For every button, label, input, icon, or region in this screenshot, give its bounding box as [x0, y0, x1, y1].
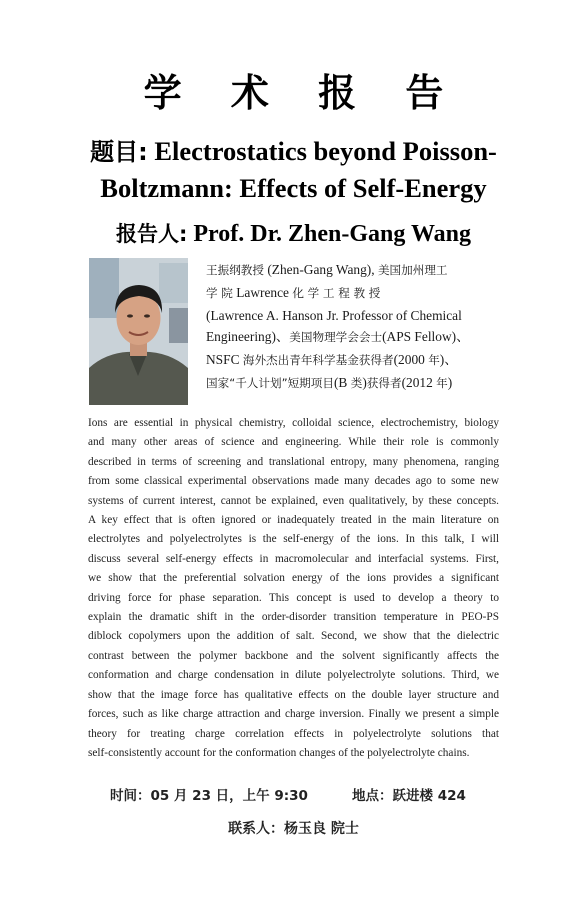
bio-text: NSFC: [206, 352, 243, 368]
bio-text: ): [362, 374, 367, 390]
bio-text: (Zhen-Gang Wang),: [267, 262, 378, 277]
bio-text: 学 院: [206, 285, 233, 300]
abstract-line: conformation and charge condensation in dilute polyelectrolyte solutions. Third, we: [88, 669, 499, 682]
bio-text: (2000: [393, 352, 429, 368]
contact-person: 联系人：杨玉良 院士: [228, 821, 359, 837]
abstract-line: contrast between the polymer backbone and the solvent significantly affects the: [88, 649, 499, 662]
bio-text: 美国加州理工: [377, 263, 448, 277]
bio-text: ): [447, 374, 453, 390]
bio-text: (B: [333, 374, 351, 390]
abstract-line: discuss several self-energy effects in macromolecular and interfacial systems. First,: [88, 552, 499, 565]
abstract-line: from some classical experimental observations made many decades ago to some new: [88, 475, 499, 488]
speaker-bio: [206, 259, 498, 395]
topic-line-1: Electrostatics beyond Poisson-: [147, 136, 497, 166]
abstract-line: and many other areas of science and engineering. While their role is commonly: [88, 436, 499, 449]
speaker-name: Prof. Dr. Zhen-Gang Wang: [187, 221, 471, 247]
abstract-line: we show that the preferential solvation energy of the ions provides a significant: [88, 572, 499, 585]
speaker-label: 报告人:: [115, 222, 188, 246]
bio-text: (Lawrence A. Hanson Jr. Professor of Chemical: [206, 307, 462, 323]
bio-text: Lawrence: [232, 284, 293, 300]
topic-line-2: Boltzmann: Effects of Self-Energy: [100, 173, 487, 203]
abstract-line: theory for treating charge correlation effects in polyelectrolyte solutions that: [88, 727, 499, 740]
event-time: 时间：05 月 23 日，上午 9:30: [110, 788, 308, 804]
abstract-line: forces, such as like charge attraction and charge inversion. Finally we present a simple: [88, 708, 499, 721]
abstract-line: diblock copolymers upon the addition of salt. Second, we show that the dielectric: [88, 630, 499, 643]
abstract-line: self-consistently account for the conformation changes of the polyelectrolyte chains.: [88, 746, 470, 759]
bio-text: 化 学 工 程 教 授: [292, 285, 381, 300]
bio-text: 王振纲教授: [206, 263, 264, 277]
bio-text: (2012: [401, 374, 437, 390]
speaker-photo: [89, 258, 188, 405]
bio-text: (APS Fellow)、: [382, 329, 470, 345]
abstract-line: electrolytes and polyelectrolytes is the self-energy of the ions. In this talk, I will: [88, 533, 499, 546]
talk-topic: [60, 133, 527, 206]
abstract-line: systems of current interest, cannot be explained, even qualitatively, by these concepts.: [88, 494, 499, 507]
abstract-line: A key effect that is often ignored or inadequately treated in the main literature on: [88, 514, 499, 527]
bio-text: 获得者: [366, 375, 402, 390]
bio-text: 海外杰出青年科学基金获得者: [242, 353, 394, 368]
event-location: 地点：跃进楼 424: [352, 788, 466, 804]
bio-text: 类: [350, 375, 363, 390]
poster-title: 学 术 报 告: [143, 71, 462, 115]
talk-abstract: [88, 414, 499, 763]
bio-text: 美国物理学会会士: [289, 330, 383, 345]
bio-text: )、: [439, 352, 458, 368]
abstract-line: explain the dramatic shift in the order-disorder transition temperature in PEO-PS: [88, 611, 499, 624]
speaker-line: [0, 218, 587, 248]
abstract-line: described in terms of screening and translational entropy, many phenomena, ranging: [88, 455, 499, 468]
bio-text: Engineering)、: [206, 329, 290, 345]
abstract-line: show that the image force has qualitative effects on the double layer structure and: [88, 688, 499, 701]
bio-text: 年: [428, 353, 440, 368]
abstract-line: Ions are essential in physical chemistry, colloidal science, electrochemistry, biology: [88, 417, 499, 429]
bio-text: 国家“千人计划”短期项目: [206, 375, 334, 390]
abstract-line: driving force for phase separation. This concept is used to develop a theory to: [88, 591, 499, 604]
bio-text: 年: [436, 375, 448, 390]
topic-label: 题目:: [90, 138, 148, 166]
speaker-portrait-image: [89, 258, 188, 405]
